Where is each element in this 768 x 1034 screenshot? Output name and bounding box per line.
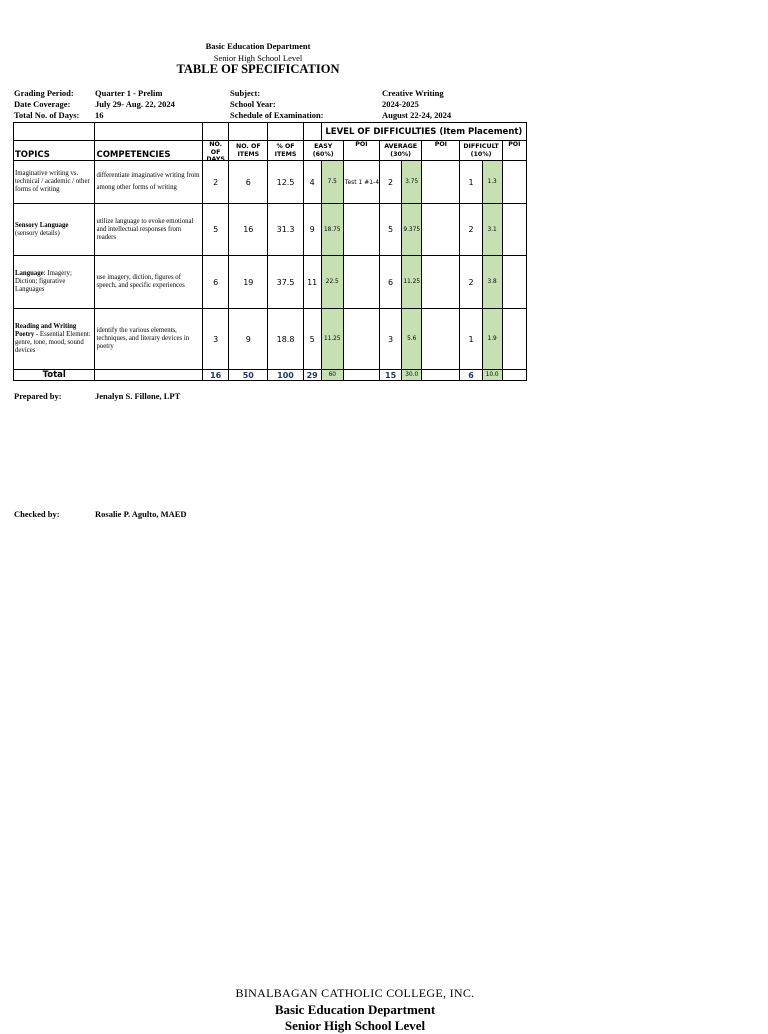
average-poi-cell [422, 161, 460, 204]
department-heading: Basic Education Department [205, 41, 311, 51]
column-header-row [14, 141, 527, 161]
difficult-poi-cell [502, 204, 526, 256]
total-items: 50 [229, 370, 268, 381]
table-row [14, 256, 527, 309]
average-poi-header: POI [422, 141, 460, 161]
topic-text: : Imagery; Diction; figurative Languages [15, 270, 72, 293]
average-cell: 5 [380, 204, 402, 256]
days-cell: 5 [203, 204, 229, 256]
competency-cell: identify the various elements, techniques, and literary devices in poetry [95, 309, 203, 370]
pct-cell: 31.3 [268, 204, 303, 256]
total-days: 16 [203, 370, 229, 381]
meta-right-labels [230, 88, 324, 121]
average-poi-cell [422, 309, 460, 370]
footer-department: Basic Education Department [274, 1002, 436, 1017]
level-header-row [14, 123, 527, 141]
total-easy-poi [343, 370, 379, 381]
pct-cell: 37.5 [268, 256, 303, 309]
difficult-cell: 2 [460, 256, 482, 309]
topic-bold: Sensory Language [15, 221, 69, 229]
topic-bold: Reading and Writing Poetry [15, 323, 77, 338]
meta-left-values [95, 88, 175, 121]
days-header [203, 141, 229, 161]
difficult-calc-cell: 3.1 [482, 204, 502, 256]
checked-by-label: Checked by: [14, 509, 60, 519]
pct-header: % OF ITEMS [268, 141, 303, 161]
average-cell: 2 [380, 161, 402, 204]
exam-schedule-label: Schedule of Examination: [230, 110, 324, 120]
days-cell: 2 [203, 161, 229, 204]
subject-label: Subject: [230, 88, 261, 98]
easy-calc-cell: 18.75 [321, 204, 343, 256]
table-row [14, 309, 527, 370]
exam-schedule-value: August 22-24, 2024 [382, 110, 452, 120]
difficult-calc-cell: 1.3 [482, 161, 502, 204]
easy-poi-cell: Test 1 #1-4 [343, 161, 379, 204]
topic-bold: Language [15, 270, 44, 277]
average-calc-cell: 3.75 [402, 161, 422, 204]
pct-cell: 18.8 [268, 309, 303, 370]
days-cell: 3 [203, 309, 229, 370]
easy-cell: 11 [303, 256, 321, 309]
total-pct: 100 [268, 370, 303, 381]
document-title: TABLE OF SPECIFICATION [176, 62, 340, 76]
total-competency-cell [95, 370, 203, 381]
items-cell: 19 [229, 256, 268, 309]
total-difficult-calc: 10.0 [482, 370, 502, 381]
easy-cell: 5 [303, 309, 321, 370]
topic-text: (sensory details) [15, 229, 60, 237]
topic-cell [14, 161, 95, 204]
total-average-calc: 30.0 [402, 370, 422, 381]
footer-school-name: BINALBAGAN CATHOLIC COLLEGE, INC. [235, 986, 475, 1000]
easy-header: EASY (60%) [303, 141, 343, 161]
difficult-poi-header: POI [502, 141, 526, 161]
footer-level: Senior High School Level [284, 1018, 426, 1033]
difficult-cell: 2 [460, 204, 482, 256]
prepared-by-name: Jenalyn S. Fillone, LPT [95, 391, 181, 401]
topic-text: - Essential Element: genre, tone, mood, sound devices [15, 331, 91, 354]
difficult-cell: 1 [460, 161, 482, 204]
easy-calc-cell: 11.25 [321, 309, 343, 370]
competency-cell: utilize language to evoke emotional and intellectual responses from readers [95, 204, 203, 256]
subject-value: Creative Writing [382, 88, 444, 98]
total-label: Total [14, 370, 95, 381]
easy-calc-cell: 7.5 [321, 161, 343, 204]
difficult-header: DIFFICULT (10%) [460, 141, 502, 161]
easy-poi-header: POI [343, 141, 379, 161]
competency-cell: use imagery, diction, figures of speech, and specific experiences [95, 256, 203, 309]
items-cell: 16 [229, 204, 268, 256]
average-poi-cell [422, 204, 460, 256]
average-calc-cell: 11.25 [402, 256, 422, 309]
average-calc-cell: 9.375 [402, 204, 422, 256]
total-easy: 29 [303, 370, 321, 381]
pct-cell: 12.5 [268, 161, 303, 204]
date-coverage-value: July 29- Aug. 22, 2024 [95, 99, 175, 109]
competencies-header: COMPETENCIES [95, 141, 203, 161]
days-header-text: NO. OF DAYS [206, 141, 225, 163]
table-row [14, 161, 527, 204]
competency-cell: differentiate imaginative writing from among other forms of writing [95, 161, 203, 204]
difficult-calc-cell: 3.8 [482, 256, 502, 309]
level-of-difficulties-header: LEVEL OF DIFFICULTIES (Item Placement) [321, 123, 526, 141]
easy-poi-cell [343, 256, 379, 309]
easy-poi-cell [343, 309, 379, 370]
grading-period-label: Grading Period: [14, 88, 74, 98]
school-year-label: School Year: [230, 99, 276, 109]
difficult-poi-cell [502, 256, 526, 309]
date-coverage-label: Date Coverage: [14, 99, 71, 109]
topic-cell [14, 309, 95, 370]
items-cell: 6 [229, 161, 268, 204]
easy-poi-cell [343, 204, 379, 256]
items-header: NO. OF ITEMS [229, 141, 268, 161]
total-average: 15 [380, 370, 402, 381]
meta-left-labels [14, 88, 79, 121]
average-header: AVERAGE (30%) [380, 141, 422, 161]
total-days-label: Total No. of Days: [14, 110, 80, 120]
topics-header: TOPICS [14, 141, 95, 161]
total-difficult: 6 [460, 370, 482, 381]
average-poi-cell [422, 256, 460, 309]
average-calc-cell: 5.6 [402, 309, 422, 370]
average-cell: 6 [380, 256, 402, 309]
items-cell: 9 [229, 309, 268, 370]
easy-cell: 9 [303, 204, 321, 256]
difficult-calc-cell: 1.9 [482, 309, 502, 370]
table-row [14, 204, 527, 256]
topic-cell [14, 256, 95, 309]
total-difficult-poi [502, 370, 526, 381]
prepared-by-label: Prepared by: [14, 391, 62, 401]
topic-text: Imaginative writing vs. technical / academic / other forms of writing [15, 170, 90, 193]
difficult-poi-cell [502, 309, 526, 370]
average-cell: 3 [380, 309, 402, 370]
days-cell: 6 [203, 256, 229, 309]
total-average-poi [422, 370, 460, 381]
topic-cell [14, 204, 95, 256]
grading-period-value: Quarter 1 - Prelim [95, 88, 163, 98]
difficult-cell: 1 [460, 309, 482, 370]
checked-by-name: Rosalie P. Agulto, MAED [95, 509, 187, 519]
specification-table [13, 122, 527, 381]
meta-right-values [382, 88, 451, 121]
easy-calc-cell: 22.5 [321, 256, 343, 309]
easy-cell: 4 [303, 161, 321, 204]
level-heading: Senior High School Level [213, 53, 303, 63]
difficult-poi-cell [502, 161, 526, 204]
total-row [14, 370, 527, 381]
school-year-value: 2024-2025 [382, 99, 419, 109]
total-easy-calc: 60 [321, 370, 343, 381]
total-days-value: 16 [95, 110, 104, 120]
